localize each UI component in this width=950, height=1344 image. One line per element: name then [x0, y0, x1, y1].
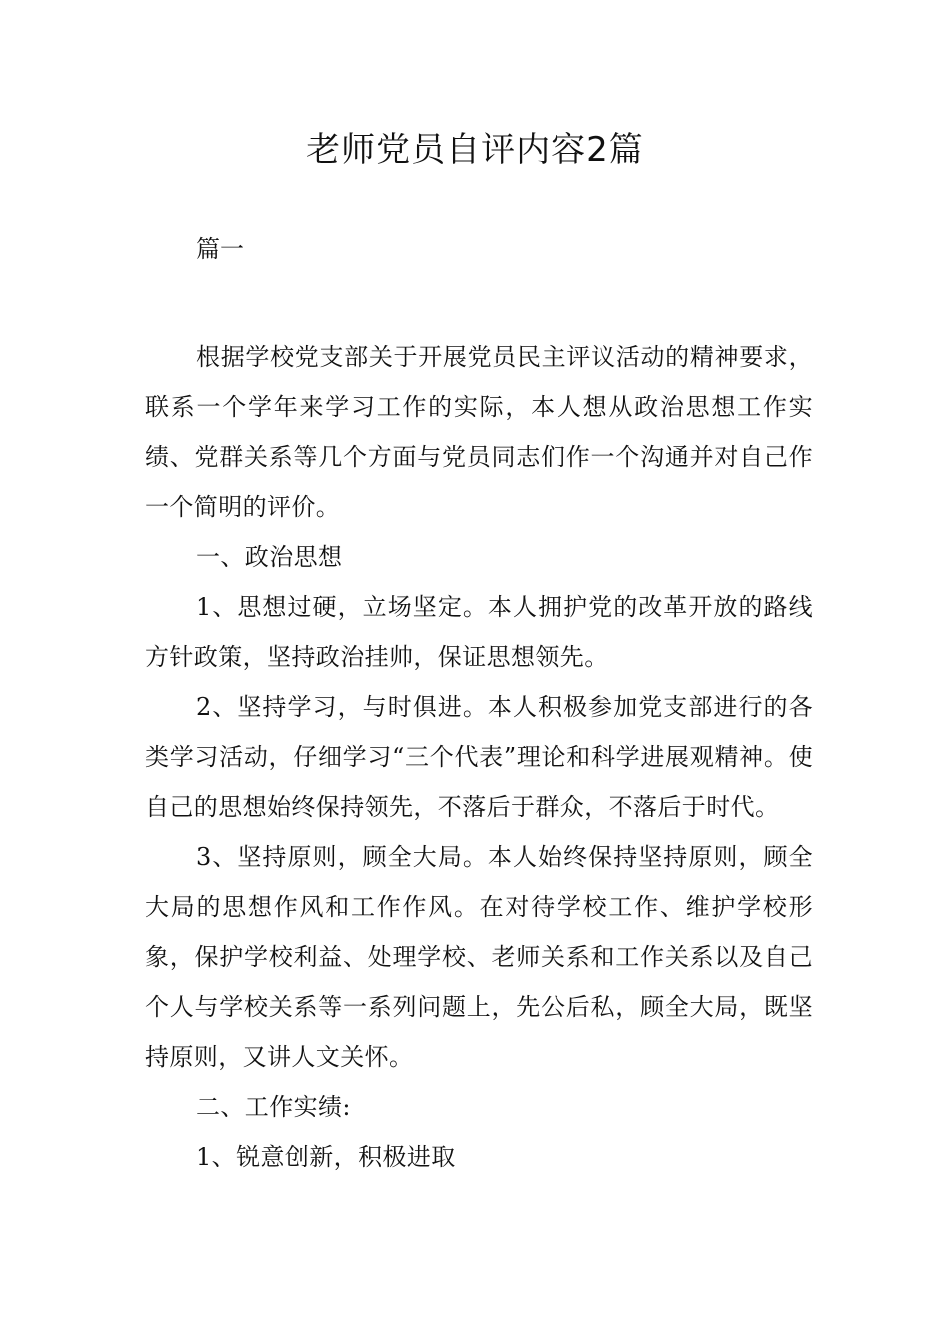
heading-political-thought: 一、政治思想 — [196, 543, 343, 571]
document-title: 老师党员自评内容2篇 — [306, 130, 644, 170]
paragraph-point-1: 1、思想过硬，立场坚定。本人拥护党的改革开放的路线方针政策，坚持政治挂帅，保证思想领先。 — [145, 593, 813, 671]
document-body — [145, 332, 813, 1182]
heading-work-achievements: 二、工作实绩: — [196, 1093, 351, 1121]
paragraph-point-2: 2、坚持学习，与时俱进。本人积极参加党支部进行的各类学习活动，仔细学习“三个代表”理论和科学进展观精神。使自己的思想始终保持领先，不落后于群众，不落后于时代。 — [145, 693, 813, 821]
section-label: 篇一 — [196, 235, 244, 263]
paragraph-work-point-1: 1、锐意创新，积极进取 — [196, 1143, 456, 1171]
paragraph-intro: 根据学校党支部关于开展党员民主评议活动的精神要求，联系一个学年来学习工作的实际，本人想从政治思想工作实绩、党群关系等几个方面与党员同志们作一个沟通并对自己作一个简明的评价。 — [145, 343, 813, 521]
paragraph-point-3: 3、坚持原则，顾全大局。本人始终保持坚持原则，顾全大局的思想作风和工作作风。在对待学校工作、维护学校形象，保护学校利益、处理学校、老师关系和工作关系以及自己个人与学校关系等一系列问题上，先公后私，顾全大局，既坚持原则，又讲人文关怀。 — [145, 843, 813, 1071]
